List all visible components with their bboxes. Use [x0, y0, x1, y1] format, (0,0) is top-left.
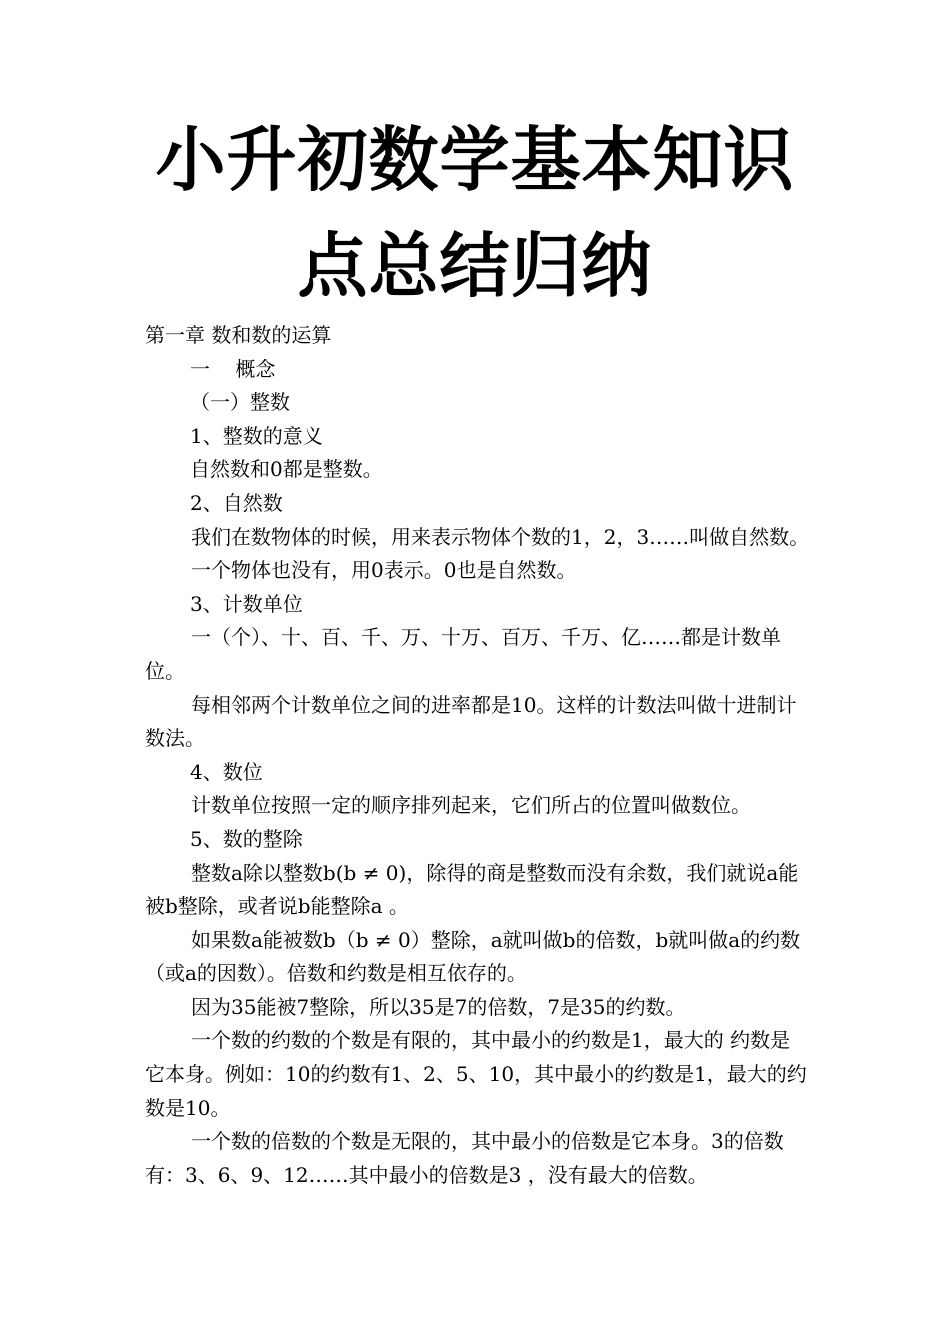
paragraph: 一个物体也没有，用0表示。0也是自然数。 — [191, 558, 577, 583]
item-heading: 3、计数单位 — [190, 591, 303, 616]
paragraph: 自然数和0都是整数。 — [190, 457, 383, 482]
paragraph: 一个数的约数的个数是有限的，其中最小的约数是1，最大的 约数是它本身。例如：10的约数有1、2、5、10，其中最小的约数是1，最大的约数是10。 — [145, 1028, 807, 1120]
item-heading: 4、数位 — [190, 759, 263, 784]
paragraph: 因为35能被7整除，所以35是7的倍数，7是35的约数。 — [191, 994, 686, 1019]
item-heading: 1、整数的意义 — [190, 423, 323, 448]
item-heading: 5、数的整除 — [190, 826, 303, 851]
document-title-line-2: 点总结归纳 — [297, 225, 653, 307]
item-heading: 2、自然数 — [190, 490, 283, 515]
paragraph: 一个数的倍数的个数是无限的，其中最小的倍数是它本身。3的倍数有：3、6、9、12……其中最小的倍数是3 ，没有最大的倍数。 — [145, 1129, 784, 1187]
paragraph: 我们在数物体的时候，用来表示物体个数的1，2，3……叫做自然数。 — [191, 524, 810, 549]
subsection-heading: （一）整数 — [190, 390, 290, 415]
document-body — [145, 319, 810, 1192]
document-title-line-1: 小升初数学基本知识 — [155, 119, 795, 201]
section-heading: 一 概念 — [190, 356, 276, 381]
paragraph: 每相邻两个计数单位之间的进率都是10。这样的计数法叫做十进制计数法。 — [145, 692, 797, 751]
paragraph: 如果数a能被数b（b ≠ 0）整除，a就叫做b的倍数，b就叫做a的约数（或a的因数）。倍数和约数是相互依存的。 — [145, 927, 801, 986]
paragraph: 整数a除以整数b(b ≠ 0)，除得的商是整数而没有余数，我们就说a能被b整除，或者说b能整除a 。 — [145, 860, 799, 919]
chapter-heading: 第一章 数和数的运算 — [145, 323, 332, 347]
paragraph: 一（个）、十、百、千、万、十万、百万、千万、亿……都是计数单位。 — [145, 625, 781, 683]
paragraph: 计数单位按照一定的顺序排列起来，它们所占的位置叫做数位。 — [191, 793, 751, 818]
